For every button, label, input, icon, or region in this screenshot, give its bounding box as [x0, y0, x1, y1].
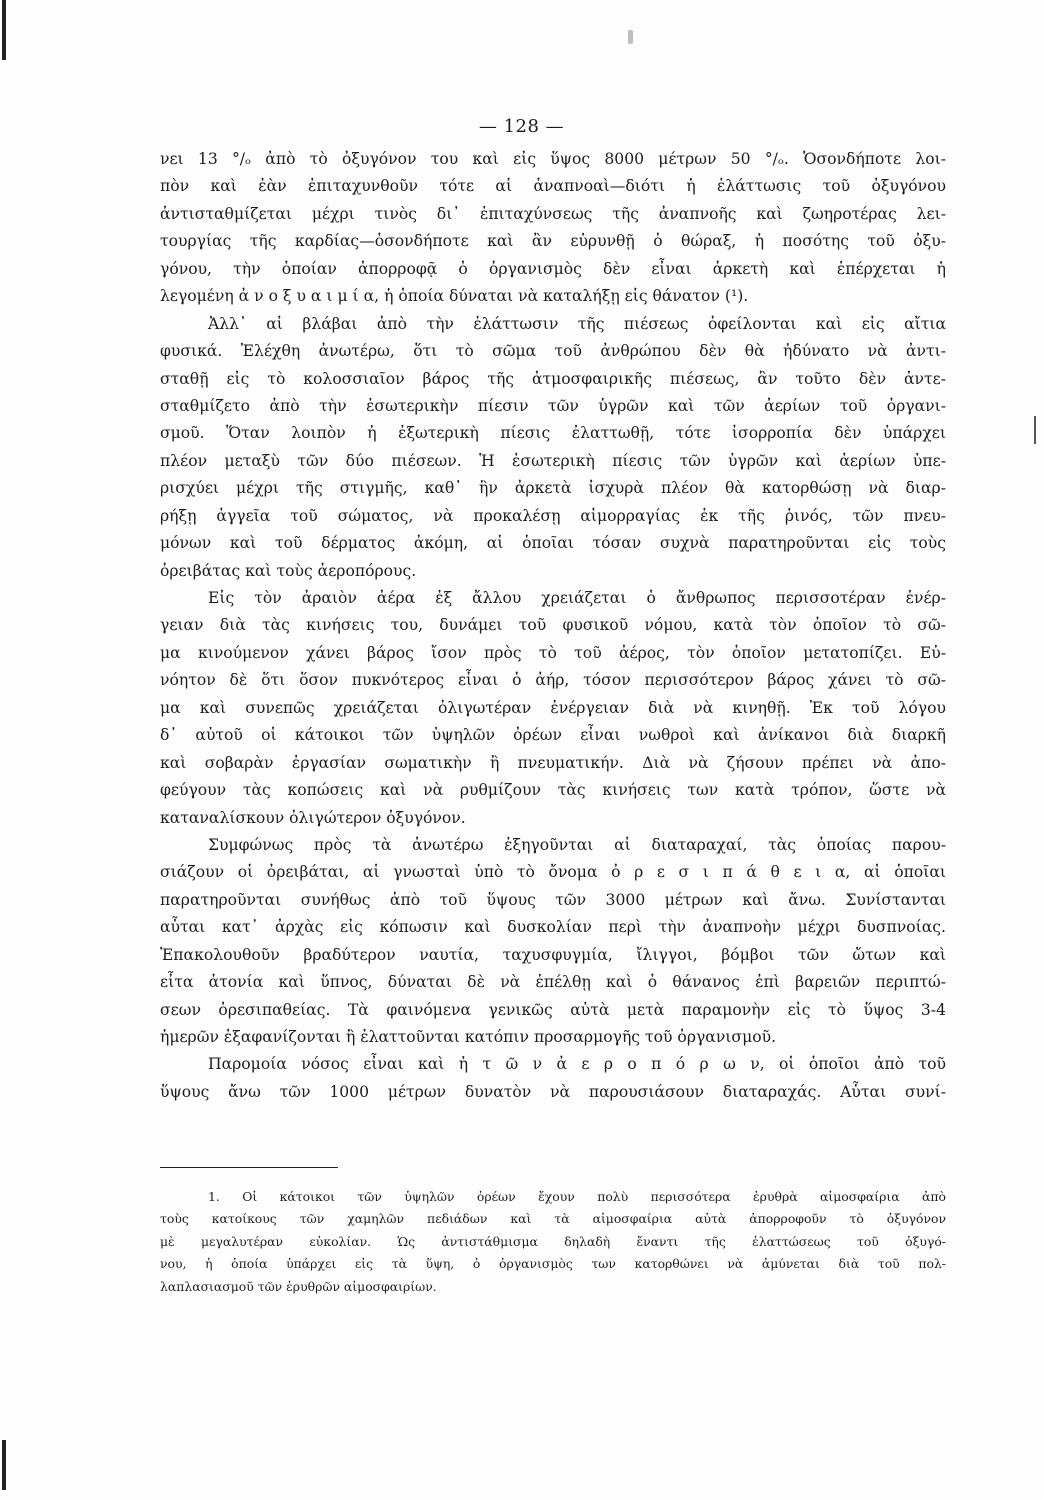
text-line: μα κινούμενον χάνει βάρος ἴσον πρὸς τὸ τοῦ ἀέρος, τὸν ὁποῖον μετατοπίζει. Εὐ-	[160, 643, 946, 662]
text-line: παρατηροῦνται συνήθως ἀπὸ τοῦ ὕψους τῶν 3000 μέτρων καὶ ἄνω. Συνίστανται	[160, 890, 946, 909]
scan-margin-mark	[1034, 416, 1036, 444]
text-line: πὸν καὶ ἐὰν ἐπιταχυνθοῦν τότε αἱ ἀναπνοαὶ—διότι ἡ ἐλάττωσις τοῦ ὀξυγόνου	[160, 177, 946, 196]
text-line: μόνων καὶ τοῦ δέρματος ἀκόμη, αἱ ὁποῖαι τόσαν συχνὰ παρατηροῦνται εἰς τοὺς	[160, 534, 946, 553]
text-line: Συμφώνως πρὸς τὰ ἀνωτέρω ἐξηγοῦνται αἱ διαταραχαί, τὰς ὁποίας παρου-	[208, 835, 946, 854]
text-line: σιάζουν οἱ ὀρειβάται, αἱ γνωσταὶ ὑπὸ τὸ ὄνομα ὀ ρ ε σ ι π ά θ ε ι α, αἱ ὁποῖαι	[160, 863, 946, 882]
text-line: ρήξῃ ἀγγεῖα τοῦ σώματος, νὰ προκαλέσῃ αἱμορραγίας ἐκ τῆς ῥινός, τῶν πνευ-	[160, 506, 946, 525]
text-line: καὶ σοβαρὰν ἐργασίαν σωματικὴν ἢ πνευματικήν. Διὰ νὰ ζήσουν πρέπει νὰ ἀπο-	[160, 753, 946, 772]
footnotes	[160, 1186, 946, 1298]
text-line: ὕψους ἄνω τῶν 1000 μέτρων δυνατὸν νὰ παρουσιάσουν διαταραχάς. Αὗται συνί-	[160, 1082, 946, 1101]
scan-edge-mark-top	[2, 0, 6, 60]
body-text	[160, 146, 946, 1106]
text-line: σεων ὀρεσιπαθείας. Τὰ φαινόμενα γενικῶς αὐτὰ μετὰ παραμονὴν εἰς τὸ ὕψος 3-4	[160, 1000, 946, 1019]
text-line: γειαν διὰ τὰς κινήσεις του, δυνάμει τοῦ φυσικοῦ νόμου, κατὰ τὸν ὁποῖον τὸ σῶ-	[160, 616, 946, 635]
text-line: Εἰς τὸν ἀραιὸν ἀέρα ἐξ ἄλλου χρειάζεται ὁ ἄνθρωπος περισσοτέραν ἐνέρ-	[208, 589, 946, 607]
text-line: νει 13 °/ₒ ἀπὸ τὸ ὀξυγόνον του καὶ εἰς ὕψος 8000 μέτρων 50 °/ₒ. Ὁσονδήποτε λοι-	[160, 150, 946, 168]
text-line: σταθῇ εἰς τὸ κολοσσιαῖον βάρος τῆς ἀτμοσφαιρικῆς πιέσεως, ἂν τοῦτο δὲν ἀντε-	[160, 369, 946, 388]
text-line: Παρομοία νόσος εἶναι καὶ ἡ τ ῶ ν ἀ ε ρ ο π ό ρ ω ν, οἱ ὁποῖοι ἀπὸ τοῦ	[208, 1055, 946, 1074]
text-line: πλέον μεταξὺ τῶν δύο πιέσεων. Ἡ ἐσωτερικὴ πίεσις τῶν ὑγρῶν καὶ ἀερίων ὑπε-	[160, 451, 946, 470]
footnote-line: νου, ἡ ὁποία ὑπάρχει εἰς τὰ ὕψη, ὁ ὀργανισμὸς των κατορθώνει νὰ ἀμύνεται διὰ τοῦ πολ-	[160, 1256, 946, 1272]
scan-edge-mark-bottom	[2, 1440, 6, 1490]
text-line: γόνου, τὴν ὁποίαν ἀπορροφᾷ ὁ ὀργανισμὸς δὲν εἶναι ἀρκετὴ καὶ ἐπέρχεται ἡ	[160, 259, 946, 278]
footnote-line: τοὺς κατοίκους τῶν χαμηλῶν πεδιάδων καὶ τὰ αἱμοσφαίρια αὐτὰ ἀπορροφοῦν τὸ ὀξυγόνον	[160, 1211, 946, 1227]
text-line: φυσικά. Ἐλέχθη ἀνωτέρω, ὅτι τὸ σῶμα τοῦ ἀνθρώπου δὲν θὰ ἠδύνατο νὰ ἀντι-	[160, 342, 946, 361]
text-line: τουργίας τῆς καρδίας—ὁσονδήποτε καὶ ἂν εὐρυνθῇ ὁ θώραξ, ἡ ποσότης τοῦ ὀξυ-	[160, 232, 946, 251]
footnote-line: μὲ μεγαλυτέραν εὐκολίαν. Ὡς ἀντιστάθμισμα δηλαδὴ ἔναντι τῆς ἐλαττώσεως τοῦ ὀξυγό-	[160, 1233, 946, 1249]
text-line: ὀρειβάτας καὶ τοὺς ἀεροπόρους.	[160, 561, 417, 580]
text-line: αὗται κατ᾽ ἀρχὰς εἰς κόπωσιν καὶ δυσκολίαν περὶ τὴν ἀναπνοὴν μέχρι δυσπνοίας.	[160, 918, 946, 937]
text-line: Ἀλλ᾽ αἱ βλάβαι ἀπὸ τὴν ἐλάττωσιν τῆς πιέσεως ὀφείλονται καὶ εἰς αἴτια	[208, 314, 946, 333]
text-line: δ᾽ αὐτοῦ οἱ κάτοικοι τῶν ὑψηλῶν ὀρέων εἶναι νωθροὶ καὶ ἀνίκανοι διὰ διαρκῆ	[160, 726, 946, 745]
footnote-line: λαπλασιασμοῦ τῶν ἐρυθρῶν αἱμοσφαιρίων.	[160, 1278, 437, 1294]
text-line: καταναλίσκουν ὀλιγώτερον ὀξυγόνον.	[160, 808, 466, 827]
text-line: λεγομένη ἀ ν ο ξ υ α ι μ ί α, ἡ ὁποία δύναται νὰ καταλήξῃ εἰς θάνατον (¹).	[160, 287, 749, 306]
text-line: μα καὶ συνεπῶς χρειάζεται ὀλιγωτέραν ἐνέργειαν διὰ νὰ κινηθῇ. Ἐκ τοῦ λόγου	[160, 698, 946, 717]
footnote-divider	[160, 1167, 338, 1168]
scan-speck	[628, 30, 633, 44]
text-line: φεύγουν τὰς κοπώσεις καὶ νὰ ρυθμίζουν τὰς κινήσεις των κατὰ τρόπον, ὥστε νὰ	[160, 781, 946, 800]
text-line: Ἐπακολουθοῦν βραδύτερον ναυτία, ταχυσφυγμία, ἴλιγγοι, βόμβοι τῶν ὤτων καὶ	[160, 945, 946, 964]
text-line: σταθμίζετο ἀπὸ τὴν ἐσωτερικὴν πίεσιν τῶν ὑγρῶν καὶ τῶν ἀερίων τοῦ ὀργανι-	[160, 396, 946, 415]
page-number: — 128 —	[478, 116, 565, 137]
text-line: ἀντισταθμίζεται μέχρι τινὸς δι᾽ ἐπιταχύνσεως τῆς ἀναπνοῆς καὶ ζωηροτέρας λει-	[160, 204, 946, 223]
text-line: σμοῦ. Ὅταν λοιπὸν ἡ ἐξωτερικὴ πίεσις ἐλαττωθῇ, τότε ἰσορροπία δὲν ὑπάρχει	[160, 424, 946, 443]
footnote-line: 1. Οἱ κάτοικοι τῶν ὑψηλῶν ὀρέων ἔχουν πολὺ περισσότερα ἐρυθρὰ αἱμοσφαίρια ἀπὸ	[208, 1189, 946, 1204]
text-line: νόητον δὲ ὅτι ὅσον πυκνότερος εἶναι ὁ ἀήρ, τόσον περισσότερον βάρος χάνει τὸ σῶ-	[160, 671, 946, 690]
text-line: εἶτα ἀτονία καὶ ὕπνος, δύναται δὲ νὰ ἐπέλθῃ καὶ ὁ θάνανος ἐπὶ βαρειῶν περιπτώ-	[160, 973, 946, 992]
text-line: ρισχύει μέχρι τῆς στιγμῆς, καθ᾽ ἣν ἀρκετὰ ἰσχυρὰ πλέον θὰ κατορθώσῃ νὰ διαρ-	[160, 479, 946, 498]
text-line: ἡμερῶν ἐξαφανίζονται ἢ ἐλαττοῦνται κατόπιν προσαρμογῆς τοῦ ὀργανισμοῦ.	[160, 1028, 777, 1046]
